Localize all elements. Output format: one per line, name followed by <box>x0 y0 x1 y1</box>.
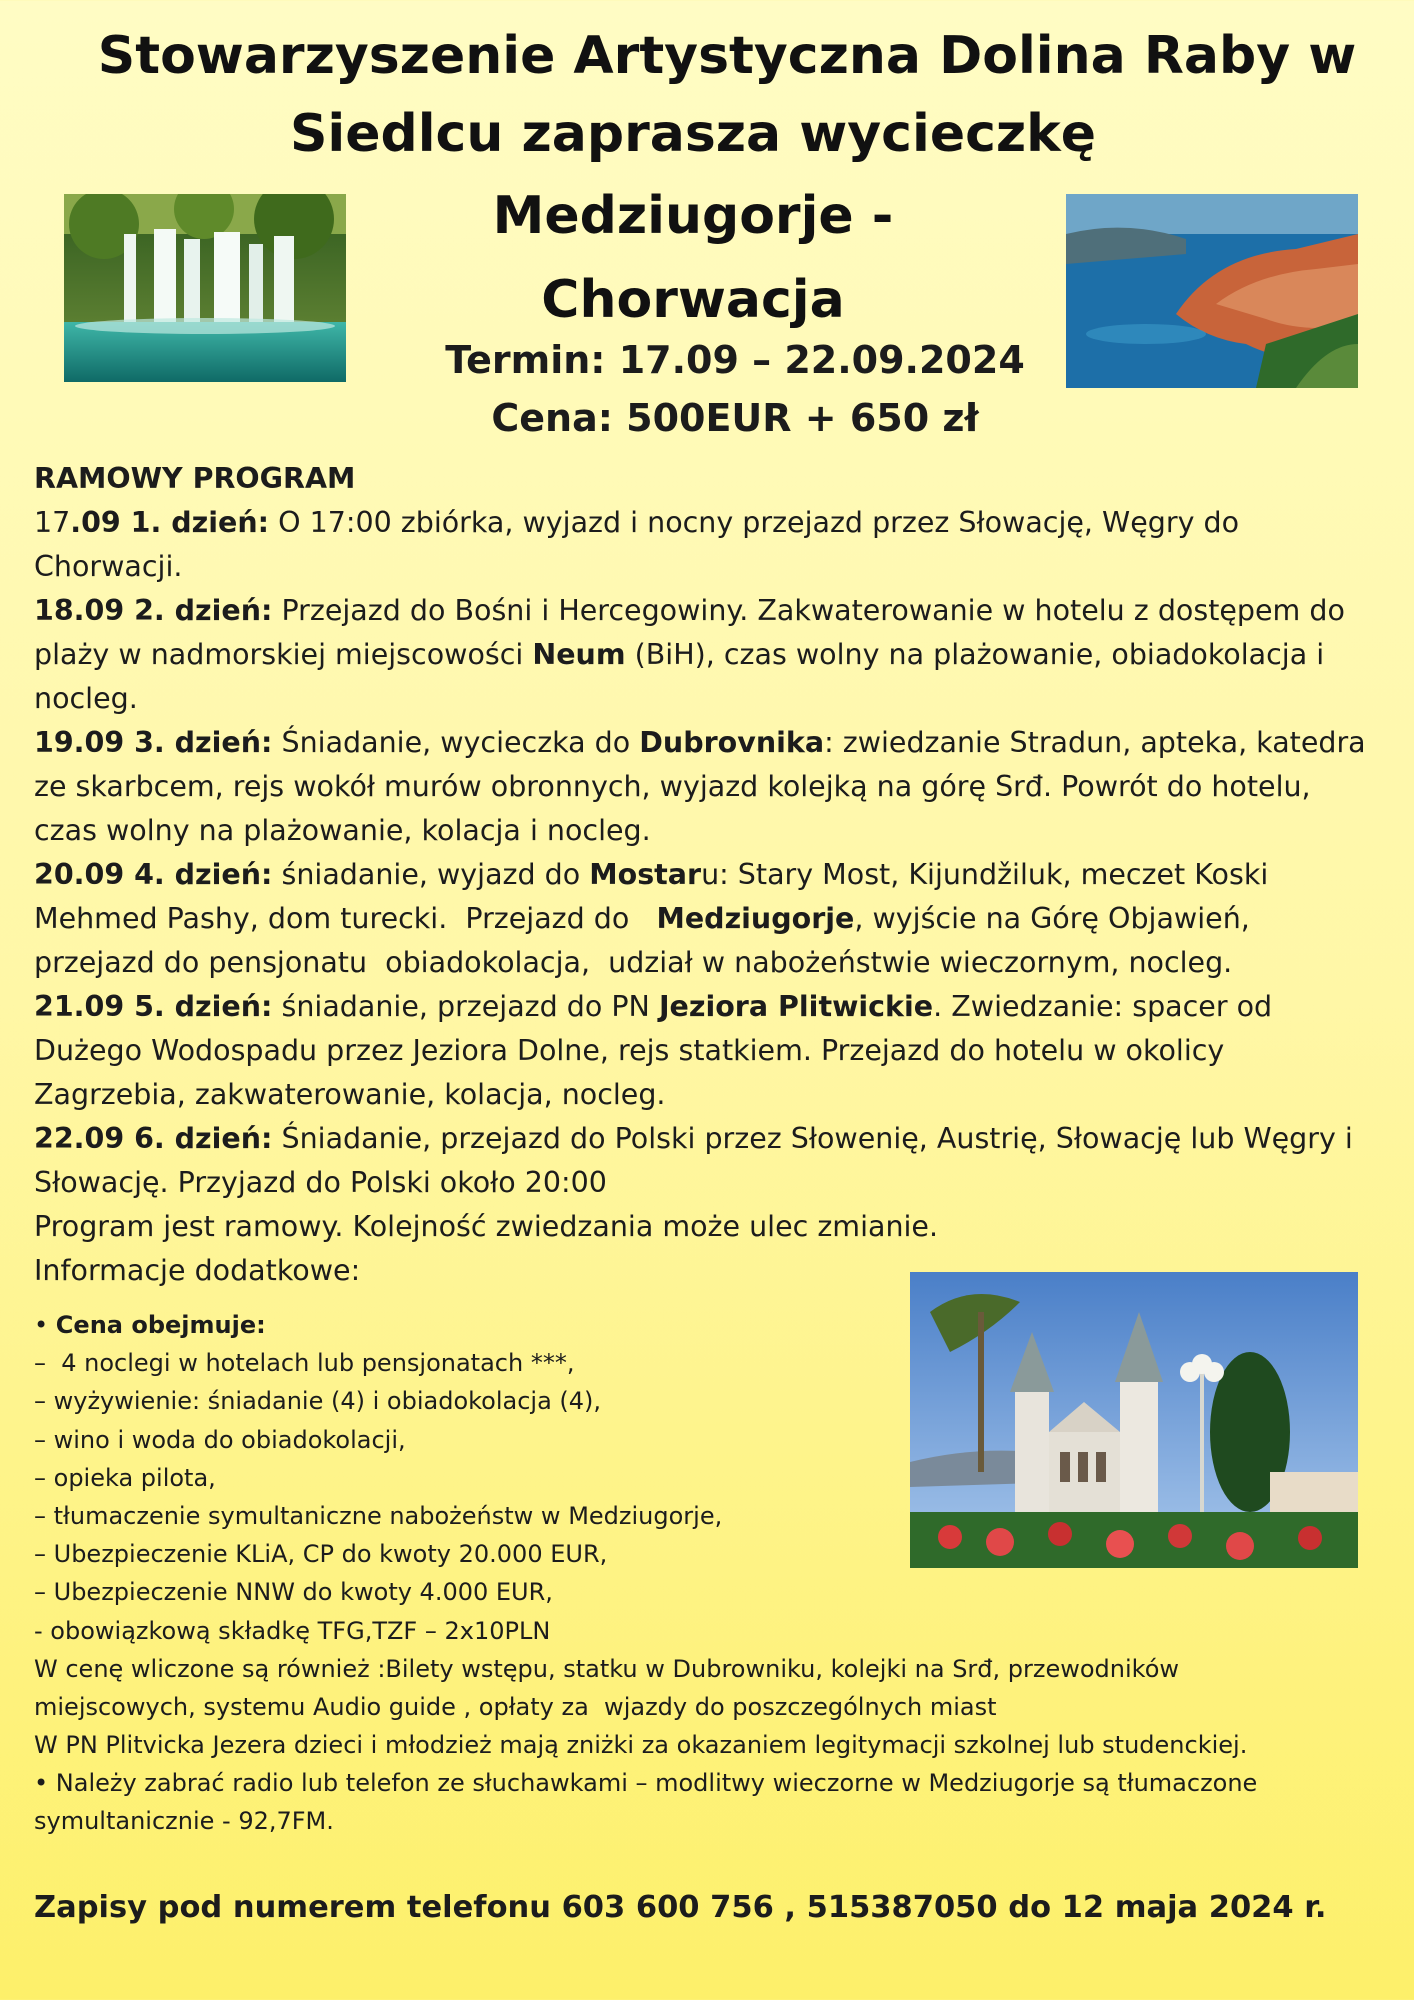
title-line-2: Siedlcu zaprasza wycieczkę <box>289 104 1097 164</box>
day-2-line-3: nocleg. <box>34 682 138 715</box>
extra-info-line-4: • Należy zabrać radio lub telefon ze słuchawkami – modlitwy wieczorne w Medziugorje są tłumaczone <box>34 1769 1258 1798</box>
trip-term: Termin: 17.09 – 22.09.2024 <box>445 338 1025 382</box>
price-item-3: – wino i woda do obiadokolacji, <box>34 1425 406 1454</box>
program-section <box>34 457 1414 1293</box>
waterfall-image <box>64 194 346 382</box>
extra-info-line-5: symultanicznie - 92,7FM. <box>34 1807 334 1836</box>
title-line-4: Chorwacja <box>541 270 845 330</box>
day-5-line-1: 21.09 5. dzień: śniadanie, przejazd do PN Jeziora Plitwickie. Zwiedzanie: spacer od <box>34 990 1273 1023</box>
extra-info-line-2: miejscowych, systemu Audio guide , opłaty za wjazdy do poszczególnych miast <box>34 1692 997 1721</box>
price-item-6: – Ubezpieczenie KLiA, CP do kwoty 20.000 EUR, <box>34 1540 608 1569</box>
day-4-line-2: Mehmed Pashy, dom turecki. Przejazd do Medziugorje, wyjście na Górę Objawień, <box>34 902 1250 935</box>
day-1-line-2: Chorwacji. <box>34 550 183 583</box>
price-item-4: – opieka pilota, <box>34 1463 216 1492</box>
price-item-5: – tłumaczenie symultaniczne nabożeństw w Medziugorje, <box>34 1501 723 1530</box>
price-item-2: – wyżywienie: śniadanie (4) i obiadokolacja (4), <box>34 1387 602 1416</box>
day-5-line-3: Zagrzebia, zakwaterowanie, kolacja, nocleg. <box>34 1078 666 1111</box>
dubrovnik-image <box>1066 194 1358 388</box>
title-line-1: Stowarzyszenie Artystyczna Dolina Raby w <box>97 26 1357 86</box>
day-4-line-1: 20.09 4. dzień: śniadanie, wyjazd do Mostaru: Stary Most, Kijundžiluk, meczet Koski <box>34 858 1269 891</box>
info-section <box>34 1306 1414 1841</box>
day-2-line-2: plaży w nadmorskiej miejscowości Neum (BiH), czas wolny na plażowanie, obiadokolacja i <box>34 638 1325 671</box>
day-5-line-2: Dużego Wodospadu przez Jeziora Dolne, rejs statkiem. Przejazd do hotelu w okolicy <box>34 1034 1225 1067</box>
day-3-line-2: ze skarbcem, rejs wokół murów obronnych, wyjazd kolejką na górę Srđ. Powrót do hotelu, <box>34 770 1311 803</box>
extra-info-line-3: W PN Plitvicka Jezera dzieci i młodzież mają zniżki za okazaniem legitymacji szkolnej lub studenckiej. <box>34 1731 1248 1760</box>
day-2-line-1: 18.09 2. dzień: Przejazd do Bośni i Hercegowiny. Zakwaterowanie w hotelu z dostępem do <box>34 594 1345 627</box>
price-item-7: – Ubezpieczenie NNW do kwoty 4.000 EUR, <box>34 1578 553 1607</box>
day-6-line-1: 22.09 6. dzień: Śniadanie, przejazd do Polski przez Słowenię, Austrię, Słowację lub Węgry i <box>34 1122 1353 1155</box>
day-6-line-2: Słowację. Przyjazd do Polski około 20:00 <box>34 1166 607 1199</box>
signup-info: Zapisy pod numerem telefonu 603 600 756 , 515387050 do 12 maja 2024 r. <box>34 1890 1327 1925</box>
price-item-1: – 4 noclegi w hotelach lub pensjonatach ***, <box>34 1349 575 1378</box>
price-includes-heading: • Cena obejmuje: <box>34 1311 266 1339</box>
extra-info-line-1: W cenę wliczone są również :Bilety wstępu, statku w Dubrowniku, kolejki na Srđ, przewodników <box>34 1654 1180 1683</box>
day-4-line-3: przejazd do pensjonatu obiadokolacja, udział w nabożeństwie wieczornym, nocleg. <box>34 946 1233 979</box>
program-heading: RAMOWY PROGRAM <box>34 462 356 495</box>
trip-price: Cena: 500EUR + 650 zł <box>491 396 979 440</box>
program-note: Program jest ramowy. Kolejność zwiedzania może ulec zmianie. <box>34 1210 939 1243</box>
price-item-8: - obowiązkową składkę TFG,TZF – 2x10PLN <box>34 1616 551 1645</box>
day-3-line-3: czas wolny na plażowanie, kolacja i nocleg. <box>34 814 651 847</box>
info-heading: Informacje dodatkowe: <box>34 1254 361 1287</box>
day-1-line-1: 17.09 1. dzień: O 17:00 zbiórka, wyjazd i nocny przejazd przez Słowację, Węgry do <box>34 506 1240 539</box>
day-3-line-1: 19.09 3. dzień: Śniadanie, wycieczka do Dubrovnika: zwiedzanie Stradun, apteka, katedra <box>34 726 1366 759</box>
title-line-3: Medziugorje - <box>492 186 894 246</box>
